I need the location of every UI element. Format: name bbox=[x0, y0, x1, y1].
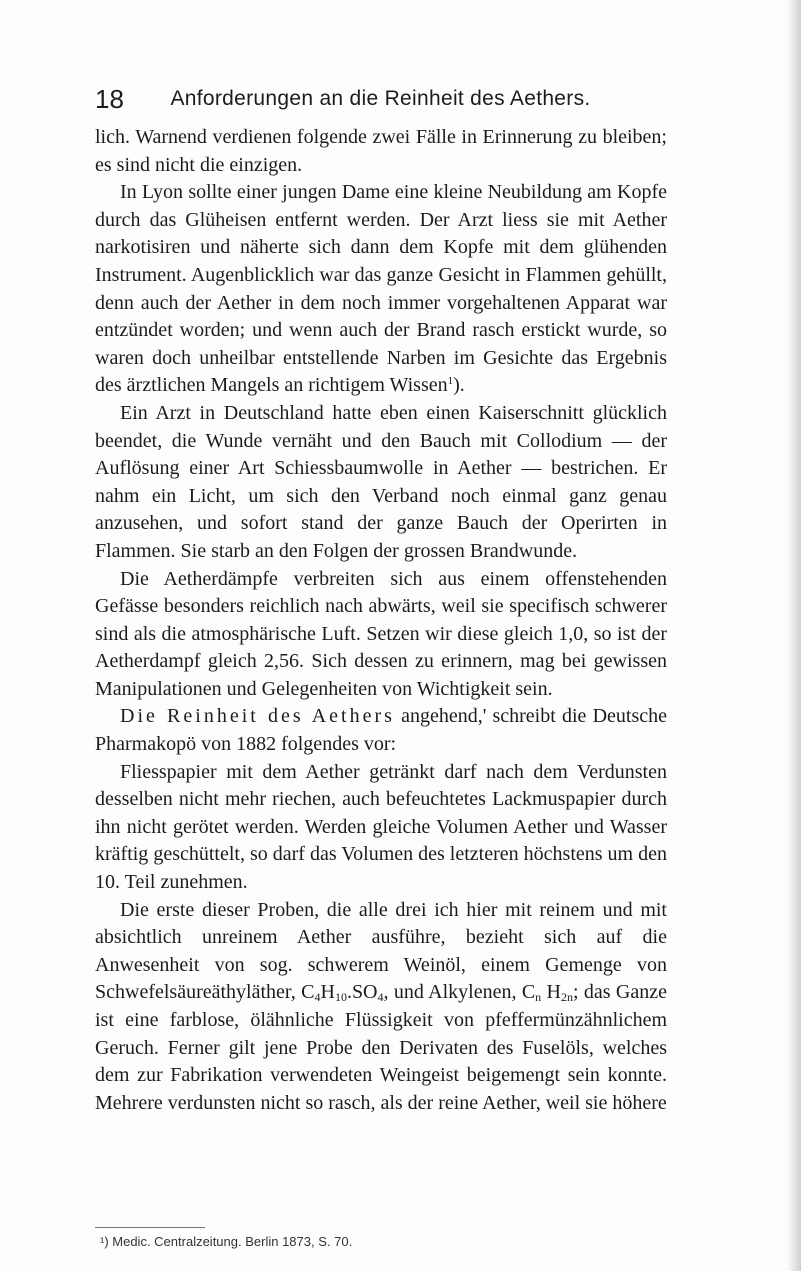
footnote: ¹) Medic. Centralzeitung. Berlin 1873, S. 70. bbox=[100, 1234, 353, 1249]
paragraph: Die Reinheit des Aethers angehend,' schreibt die Deutsche Pharmakopö von 1882 folgendes vor: bbox=[95, 705, 667, 756]
paragraph: lich. Warnend verdienen folgende zwei Fälle in Erinnerung zu bleiben; es sind nicht die einzigen. bbox=[95, 126, 667, 176]
running-title: Anforderungen an die Reinheit des Aethers. bbox=[170, 87, 591, 110]
paragraph: Die Aetherdämpfe verbreiten sich aus einem offenstehenden Gefässe besonders reichlich nach abwärts, weil sie specifisch schwerer sind als die atmosphärische Luft. Setzen wir diese gleich 1,0, so ist der Aetherdampf gleich 2,56. Sich dessen zu erinnern, mag bei gewissen Manipulationen und Gelegenheiten von Wichtigkeit sein. bbox=[95, 567, 667, 700]
footnote-ref: 1 bbox=[447, 375, 454, 388]
page-header bbox=[95, 84, 666, 116]
paragraph: In Lyon sollte einer jungen Dame eine kleine Neubildung am Kopfe durch das Glüheisen entfernt werden. Der Arzt liess sie mit Aether narkotisiren und näherte sich dann dem Kopfe mit dem glühenden Instrument. Augenblicklich war das ganze Gesicht in Flammen gehüllt, denn auch der Aether in dem noch immer vorgehaltenen Apparat war entzündet worden; und wenn auch der Brand rasch erstickt wurde, so waren doch unheilbar entstellende Narben im Gesichte das Ergebnis des ärztlichen Mangels an richtigem Wissen$^1$). bbox=[95, 181, 667, 397]
body-text bbox=[95, 124, 667, 1117]
paragraph: Die erste dieser Proben, die alle drei ich hier mit reinem und mit absichtlich unreinem Aether ausführe, bezieht sich auf die Anwesenheit von sog. schwerem Weinöl, einem Gemenge von Schwefelsäureäthyläther, $C_4H_{10}.SO_4$, und Alkylenen, $C_n$ $H_{2n}$; das Ganze ist eine farblose, ölähnliche Flüssigkeit von pfeffermünzähnlichem Geruch. Ferner gilt jene Probe den Derivaten des Fuselöls, welches dem zur Fabrikation verwendeten Weingeist beigemengt sein konnte. Mehrere verdunsten nicht so rasch, als der reine Aether, weil sie höhere bbox=[95, 898, 667, 1114]
spaced-emphasis: Die Reinheit des Aethers bbox=[120, 705, 395, 728]
paragraph: Fliesspapier mit dem Aether getränkt darf nach dem Verdunsten desselben nicht mehr riechen, auch befeuchtetes Lackmuspapier durch ihn nicht gerötet werden. Werden gleiche Volumen Aether und Wasser kräftig geschüttelt, so darf das Volumen des letzteren höchstens um den 10. Teil zunehmen. bbox=[95, 760, 667, 894]
page-edge-shadow bbox=[787, 0, 801, 1271]
page-number: 18 bbox=[95, 84, 124, 114]
footnote-rule bbox=[95, 1227, 205, 1228]
paragraph: Ein Arzt in Deutschland hatte eben einen Kaiserschnitt glücklich beendet, die Wunde vernäht und den Bauch mit Collodium — der Auflösung einer Art Schiessbaumwolle in Aether — bestrichen. Er nahm ein Licht, um sich den Verband noch einmal ganz genau anzusehen, und sofort stand der ganze Bauch der Operirten in Flammen. Sie starb an den Folgen der grossen Brandwunde. bbox=[95, 401, 667, 562]
